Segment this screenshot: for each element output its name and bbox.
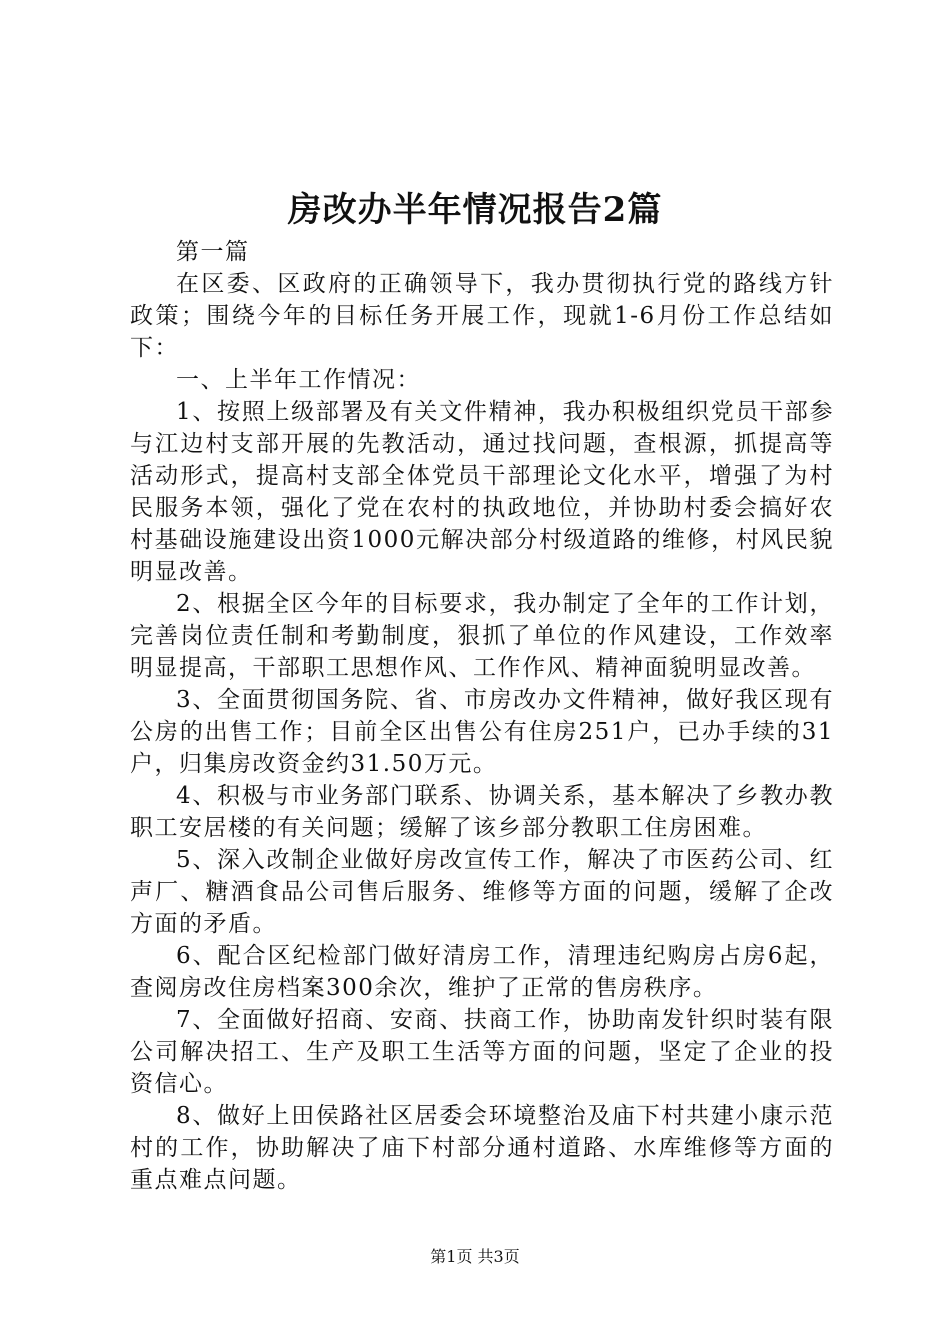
- paragraph-item-1: 1、按照上级部署及有关文件精神，我办积极组织党员干部参与江边村支部开展的先教活动，通过找问题，查根源，抓提高等活动形式，提高村支部全体党员干部理论文化水平，增强了为村民服务本领，强化了党在农村的执政地位，并协助村委会搞好农村基础设施建设出资1000元解决部分村级道路的维修，村风民貌明显改善。: [130, 399, 834, 585]
- paragraph-item-3: 3、全面贯彻国务院、省、市房改办文件精神，做好我区现有公房的出售工作；目前全区出售公有住房251户，已办手续的31户，归集房改资金约31.50万元。: [130, 687, 834, 777]
- paragraph-item-2: 2、根据全区今年的目标要求，我办制定了全年的工作计划，完善岗位责任制和考勤制度，狠抓了单位的作风建设，工作效率明显提高，干部职工思想作风、工作作风、精神面貌明显改善。: [130, 591, 834, 681]
- document-body: [130, 236, 834, 1196]
- paragraph-item-4: 4、积极与市业务部门联系、协调关系，基本解决了乡教办教职工安居楼的有关问题；缓解了该乡部分教职工住房困难。: [130, 783, 834, 841]
- paragraph-heading-1: 一、上半年工作情况：: [176, 367, 421, 393]
- paragraph-item-5: 5、深入改制企业做好房改宣传工作，解决了市医药公司、红声厂、糖酒食品公司售后服务、维修等方面的问题，缓解了企改方面的矛盾。: [130, 847, 834, 937]
- paragraph-item-6: 6、配合区纪检部门做好清房工作，清理违纪购房占房6起，查阅房改住房档案300余次，维护了正常的售房秩序。: [130, 943, 834, 1001]
- section-heading: 第一篇: [176, 239, 250, 265]
- paragraph-item-7: 7、全面做好招商、安商、扶商工作，协助南发针织时装有限公司解决招工、生产及职工生活等方面的问题，坚定了企业的投资信心。: [130, 1007, 834, 1097]
- document-title: 房改办半年情况报告2篇: [287, 190, 663, 230]
- page-footer: 第1页 共3页: [430, 1247, 520, 1266]
- paragraph-intro: 在区委、区政府的正确领导下，我办贯彻执行党的路线方针政策；围绕今年的目标任务开展工作，现就1-6月份工作总结如下：: [130, 271, 834, 361]
- paragraph-item-8: 8、做好上田侯路社区居委会环境整治及庙下村共建小康示范村的工作，协助解决了庙下村部分通村道路、水库维修等方面的重点难点问题。: [130, 1103, 834, 1193]
